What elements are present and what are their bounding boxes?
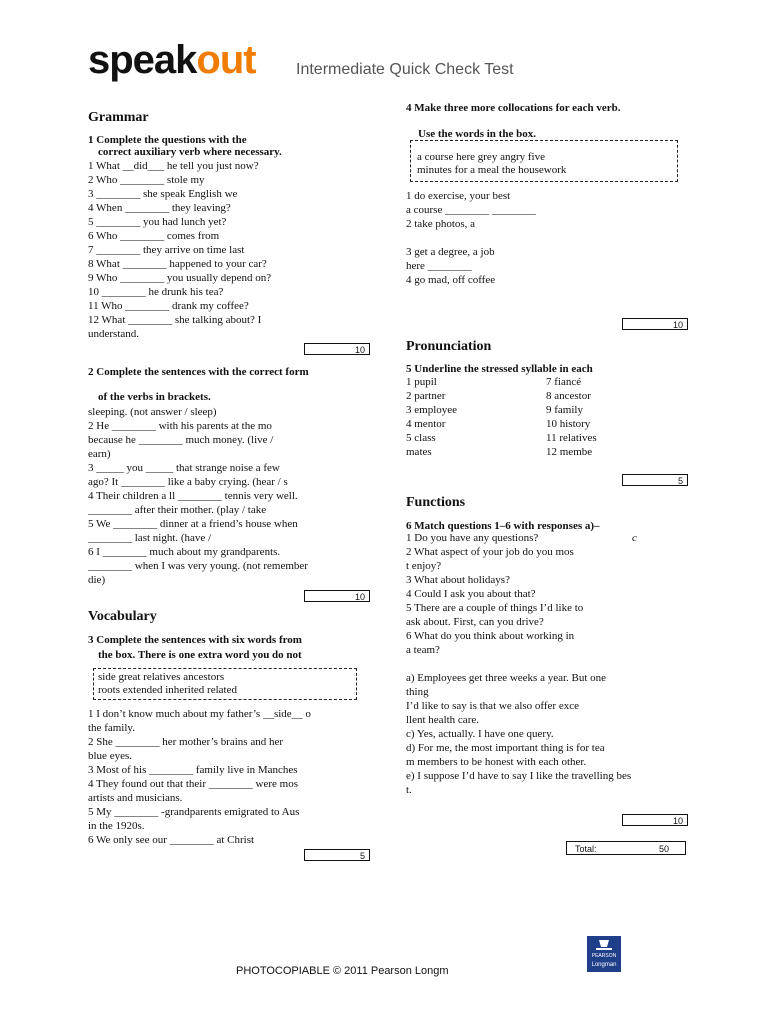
collocation-box-line: minutes for a meal the housework bbox=[417, 164, 567, 176]
total-box bbox=[566, 841, 686, 855]
list-item: d) For me, the most important thing is for tea bbox=[406, 742, 605, 754]
list-item: llent health care. bbox=[406, 714, 479, 726]
list-item: 8 What ________ happened to your car? bbox=[88, 258, 267, 270]
list-item: 5 There are a couple of things I’d like to bbox=[406, 602, 584, 614]
list-item: 3 _____ you _____ that strange noise a few bbox=[88, 462, 280, 474]
ex2-instruction-2: of the verbs in brackets. bbox=[98, 391, 211, 403]
list-item: t. bbox=[406, 784, 412, 796]
list-item: ________ when I was very young. (not remember bbox=[88, 560, 308, 572]
list-item: 12 membe bbox=[546, 446, 593, 458]
list-item: earn) bbox=[88, 448, 111, 460]
grammar-heading: Grammar bbox=[88, 110, 149, 125]
list-item: 2 Who ________ stole my bbox=[88, 174, 205, 186]
list-item: 3 ________ she speak English we bbox=[88, 188, 238, 200]
collocation-box bbox=[410, 140, 678, 182]
ex6-instruction: 6 Match questions 1–6 with responses a)– bbox=[406, 520, 600, 532]
list-item: 4 When ________ they leaving? bbox=[88, 202, 231, 214]
ex5-instruction: 5 Underline the stressed syllable in each bbox=[406, 363, 593, 375]
list-item: 4 Could I ask you about that? bbox=[406, 588, 536, 600]
list-item: the family. bbox=[88, 722, 135, 734]
list-item: 3 employee bbox=[406, 404, 458, 416]
ex1-instruction-2: correct auxiliary verb where necessary. bbox=[98, 146, 282, 158]
list-item: 12 What ________ she talking about? I bbox=[88, 314, 262, 326]
list-item: 2 She ________ her mother’s brains and her bbox=[88, 736, 284, 748]
ex4-instruction: 4 Make three more collocations for each verb. bbox=[406, 102, 621, 114]
list-item: 6 What do you think about working in bbox=[406, 630, 575, 642]
pronunciation-heading: Pronunciation bbox=[406, 339, 492, 354]
list-item: 9 Who ________ you usually depend on? bbox=[88, 272, 272, 284]
ex6-score-box: 10 bbox=[622, 814, 688, 826]
list-item: 2 take photos, a bbox=[406, 218, 476, 230]
pearson-logo bbox=[587, 936, 621, 972]
list-item: artists and musicians. bbox=[88, 792, 183, 804]
list-item: 4 Their children a ll ________ tennis very well. bbox=[88, 490, 298, 502]
list-item: I’d like to say is that we also offer exce bbox=[406, 700, 579, 712]
list-item: 1 What __did___ he tell you just now? bbox=[88, 160, 259, 172]
list-item: m members to be honest with each other. bbox=[406, 756, 587, 768]
functions-heading: Functions bbox=[406, 495, 466, 510]
list-item: e) I suppose I’d have to say I like the travelling bes bbox=[406, 770, 632, 782]
list-item: 11 Who ________ drank my coffee? bbox=[88, 300, 249, 312]
list-item: 10 history bbox=[546, 418, 591, 430]
ex1-instruction: 1 Complete the questions with the bbox=[88, 134, 247, 146]
list-item: 3 What about holidays? bbox=[406, 574, 510, 586]
logo-text-1: PEARSON bbox=[591, 953, 617, 959]
total-value: 50 bbox=[658, 844, 669, 854]
list-item: 1 I don’t know much about my father’s __side__ o bbox=[88, 708, 311, 720]
word-box-line: roots extended inherited related bbox=[98, 684, 237, 696]
list-item: 5 ________ you had lunch yet? bbox=[88, 216, 227, 228]
vocabulary-heading: Vocabulary bbox=[88, 609, 157, 624]
list-item: 2 He ________ with his parents at the mo bbox=[88, 420, 272, 432]
ex2-score-box: 10 bbox=[304, 590, 370, 602]
ex5-score-box: 5 bbox=[622, 474, 688, 486]
list-item: 5 We ________ dinner at a friend’s house when bbox=[88, 518, 298, 530]
list-item: 9 family bbox=[546, 404, 583, 416]
list-item: 5 My ________ -grandparents emigrated to Aus bbox=[88, 806, 300, 818]
list-item: 1 pupil bbox=[406, 376, 437, 388]
list-item: understand. bbox=[88, 328, 140, 340]
list-item: 6 We only see our ________ at Christ bbox=[88, 834, 255, 846]
list-item: 2 What aspect of your job do you mos bbox=[406, 546, 574, 558]
collocation-box-line: a course here grey angry five bbox=[417, 151, 545, 163]
list-item: ago? It ________ like a baby crying. (hear / s bbox=[88, 476, 288, 488]
list-item: die) bbox=[88, 574, 106, 586]
list-item: t enjoy? bbox=[406, 560, 442, 572]
footer-text: PHOTOCOPIABLE © 2011 Pearson Longm bbox=[236, 965, 449, 977]
list-item: 8 ancestor bbox=[546, 390, 591, 402]
ex2-instruction: 2 Complete the sentences with the correct form bbox=[88, 366, 309, 378]
list-item: 7 fiancé bbox=[546, 376, 582, 388]
ex3-instruction: 3 Complete the sentences with six words from bbox=[88, 634, 302, 646]
ex3-score-box: 5 bbox=[304, 849, 370, 861]
word-box bbox=[93, 668, 357, 700]
list-item: blue eyes. bbox=[88, 750, 132, 762]
list-item: thing bbox=[406, 686, 429, 698]
list-item: sleeping. (not answer / sleep) bbox=[88, 406, 217, 418]
list-item: 10 ________ he drunk his tea? bbox=[88, 286, 224, 298]
list-item: mates bbox=[406, 446, 432, 458]
list-item: 5 class bbox=[406, 432, 436, 444]
list-item: 4 mentor bbox=[406, 418, 446, 430]
logo-text-2: Longman bbox=[591, 962, 617, 968]
list-item: 6 Who ________ comes from bbox=[88, 230, 220, 242]
list-item: 2 partner bbox=[406, 390, 446, 402]
list-item: 4 go mad, off coffee bbox=[406, 274, 496, 286]
list-item: a course ________ ________ bbox=[406, 204, 536, 216]
list-item: ________ after their mother. (play / take bbox=[88, 504, 267, 516]
word-box-line: side great relatives ancestors bbox=[98, 671, 225, 683]
list-item: ask about. First, can you drive? bbox=[406, 616, 544, 628]
ex4-score-box: 10 bbox=[622, 318, 688, 330]
page-title: Intermediate Quick Check Test bbox=[296, 61, 514, 78]
list-item: 3 Most of his ________ family live in Manches bbox=[88, 764, 298, 776]
list-item: here ________ bbox=[406, 260, 472, 272]
list-item: 6 I ________ much about my grandparents. bbox=[88, 546, 281, 558]
list-item: 3 get a degree, a job bbox=[406, 246, 495, 258]
list-item: because he ________ much money. (live / bbox=[88, 434, 274, 446]
list-item: 1 Do you have any questions? bbox=[406, 532, 539, 544]
list-item: 4 They found out that their ________ were mos bbox=[88, 778, 298, 790]
answer-1: c bbox=[632, 532, 637, 544]
list-item: 7 ________ they arrive on time last bbox=[88, 244, 245, 256]
list-item: 11 relatives bbox=[546, 432, 597, 444]
ex3-instruction-2: the box. There is one extra word you do not bbox=[98, 649, 302, 661]
list-item: in the 1920s. bbox=[88, 820, 145, 832]
list-item: a) Employees get three weeks a year. But one bbox=[406, 672, 607, 684]
list-item: a team? bbox=[406, 644, 440, 656]
ex1-score-box: 10 bbox=[304, 343, 370, 355]
total-label: Total: bbox=[575, 844, 597, 854]
ex4-instruction-2: Use the words in the box. bbox=[418, 128, 536, 140]
list-item: ________ last night. (have / bbox=[88, 532, 212, 544]
list-item: c) Yes, actually. I have one query. bbox=[406, 728, 554, 740]
brand-logo: speakout bbox=[88, 38, 256, 82]
list-item: 1 do exercise, your best bbox=[406, 190, 511, 202]
